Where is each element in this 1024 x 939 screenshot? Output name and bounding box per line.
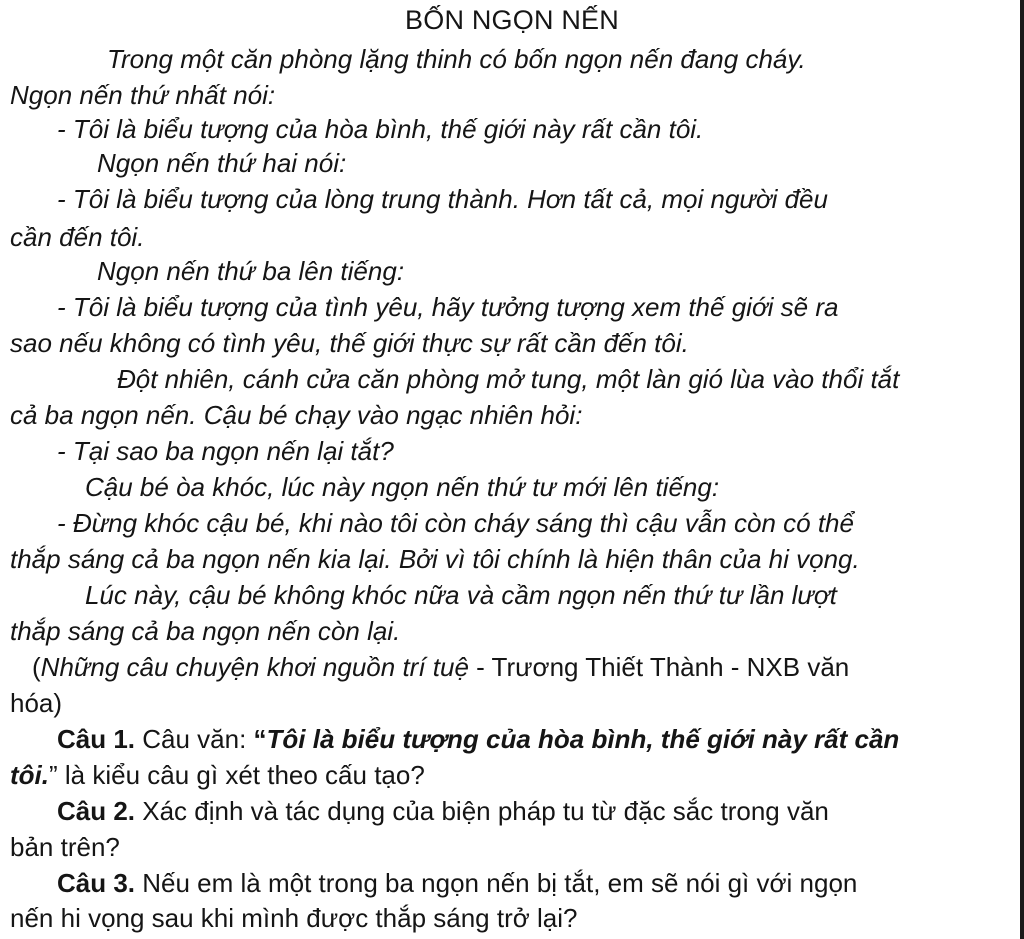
question-1-label: Câu 1. xyxy=(57,724,136,754)
source-citation xyxy=(32,650,849,684)
story-line-5: - Tôi là biểu tượng của lòng trung thành. Hơn tất cả, mọi người đều xyxy=(57,184,828,214)
story-line-13: Cậu bé òa khóc, lúc này ngọn nến thứ tư mới lên tiếng: xyxy=(85,472,720,502)
story-line-9: sao nếu không có tình yêu, thế giới thực sự rất cần đến tôi. xyxy=(10,328,689,358)
story-line-16: Lúc này, cậu bé không khóc nữa và cầm ngọn nến thứ tư lần lượt xyxy=(85,580,837,610)
page-right-border xyxy=(1020,0,1024,939)
story-title: BỐN NGỌN NẾN xyxy=(405,5,619,35)
question-3-line-2: nến hi vọng sau khi mình được thắp sáng trở lại? xyxy=(10,903,578,933)
source-author-publisher: - Trương Thiết Thành - NXB văn xyxy=(468,652,850,682)
question-1-quote-end: tôi. xyxy=(10,760,49,790)
question-1-suffix: ” là kiểu câu gì xét theo cấu tạo? xyxy=(49,760,425,790)
story-line-8: - Tôi là biểu tượng của tình yêu, hãy tưởng tượng xem thế giới sẽ ra xyxy=(57,292,839,322)
story-line-17: thắp sáng cả ba ngọn nến còn lại. xyxy=(10,616,401,646)
question-3 xyxy=(57,866,857,900)
story-line-3: - Tôi là biểu tượng của hòa bình, thế giới này rất cần tôi. xyxy=(57,114,704,144)
question-3-label: Câu 3. xyxy=(57,868,136,898)
question-1-quote: Tôi là biểu tượng của hòa bình, thế giới này rất cần xyxy=(266,724,900,754)
source-open-paren: ( xyxy=(32,652,41,682)
source-book-title: Những câu chuyện khơi nguồn trí tuệ xyxy=(40,652,469,682)
story-line-12: - Tại sao ba ngọn nến lại tắt? xyxy=(57,436,394,466)
question-2-label: Câu 2. xyxy=(57,796,136,826)
story-line-1: Trong một căn phòng lặng thinh có bốn ngọn nến đang cháy. xyxy=(107,44,806,74)
question-2-line-2: bản trên? xyxy=(10,832,120,862)
story-line-15: thắp sáng cả ba ngọn nến kia lại. Bởi vì tôi chính là hiện thân của hi vọng. xyxy=(10,544,860,574)
story-line-7: Ngọn nến thứ ba lên tiếng: xyxy=(97,256,405,286)
story-line-2: Ngọn nến thứ nhất nói: xyxy=(10,80,276,110)
story-line-6: cần đến tôi. xyxy=(10,222,145,252)
question-3-text: Nếu em là một trong ba ngọn nến bị tắt, em sẽ nói gì với ngọn xyxy=(135,868,858,898)
question-1-prefix: Câu văn: xyxy=(135,724,254,754)
question-1-line-2 xyxy=(10,758,425,792)
source-citation-line-2: hóa) xyxy=(10,688,63,718)
story-line-10: Đột nhiên, cánh cửa căn phòng mở tung, một làn gió lùa vào thổi tắt xyxy=(117,364,900,394)
question-2 xyxy=(57,794,829,828)
story-line-4: Ngọn nến thứ hai nói: xyxy=(97,148,347,178)
story-line-14: - Đừng khóc cậu bé, khi nào tôi còn cháy sáng thì cậu vẫn còn có thể xyxy=(57,508,854,538)
question-1-quote-open: “ xyxy=(253,724,267,754)
story-line-11: cả ba ngọn nến. Cậu bé chạy vào ngạc nhiên hỏi: xyxy=(10,400,583,430)
question-2-text: Xác định và tác dụng của biện pháp tu từ đặc sắc trong văn xyxy=(135,796,829,826)
question-1 xyxy=(57,722,899,756)
